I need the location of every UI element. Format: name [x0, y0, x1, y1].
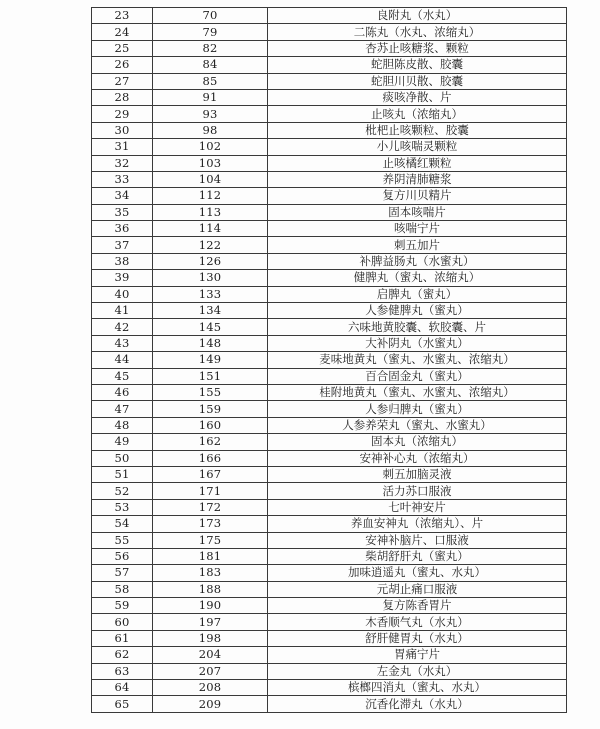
table-row	[92, 581, 567, 597]
table-row	[92, 89, 567, 105]
medicine-name-cell: 养阴清肺糖浆	[268, 171, 567, 187]
table-row	[92, 384, 567, 400]
page-number-cell: 190	[153, 598, 268, 614]
medicine-name-cell: 麦味地黄丸（蜜丸、水蜜丸、浓缩丸）	[268, 352, 567, 368]
medicine-name-cell: 人参养荣丸（蜜丸、水蜜丸）	[268, 417, 567, 433]
page-number-cell: 148	[153, 335, 268, 351]
medicine-name-cell: 小儿咳喘灵颗粒	[268, 139, 567, 155]
medicine-name-cell: 沉香化滞丸（水丸）	[268, 696, 567, 712]
table-row	[92, 303, 567, 319]
page-number-cell: 112	[153, 188, 268, 204]
medicine-name-cell: 蛇胆川贝散、胶囊	[268, 73, 567, 89]
table-row	[92, 548, 567, 564]
row-number-cell: 47	[92, 401, 153, 417]
table-row	[92, 171, 567, 187]
table-row	[92, 139, 567, 155]
row-number-cell: 23	[92, 8, 153, 24]
page-number-cell: 207	[153, 663, 268, 679]
row-number-cell: 64	[92, 680, 153, 696]
page-number-cell: 198	[153, 630, 268, 646]
row-number-cell: 59	[92, 598, 153, 614]
row-number-cell: 29	[92, 106, 153, 122]
page-number-cell: 166	[153, 450, 268, 466]
medicine-name-cell: 复方川贝精片	[268, 188, 567, 204]
row-number-cell: 35	[92, 204, 153, 220]
page-number-cell: 173	[153, 516, 268, 532]
table-row	[92, 73, 567, 89]
page-number-cell: 84	[153, 57, 268, 73]
page-number-cell: 172	[153, 499, 268, 515]
page-number-cell: 93	[153, 106, 268, 122]
page-number-cell: 102	[153, 139, 268, 155]
page-number-cell: 79	[153, 24, 268, 40]
row-number-cell: 40	[92, 286, 153, 302]
medicine-name-cell: 良附丸（水丸）	[268, 8, 567, 24]
page-number-cell: 130	[153, 270, 268, 286]
row-number-cell: 33	[92, 171, 153, 187]
row-number-cell: 58	[92, 581, 153, 597]
row-number-cell: 34	[92, 188, 153, 204]
medicine-name-cell: 刺五加片	[268, 237, 567, 253]
row-number-cell: 24	[92, 24, 153, 40]
page-number-cell: 134	[153, 303, 268, 319]
table-row	[92, 253, 567, 269]
medicine-name-cell: 健脾丸（蜜丸、浓缩丸）	[268, 270, 567, 286]
row-number-cell: 32	[92, 155, 153, 171]
row-number-cell: 51	[92, 466, 153, 482]
page-number-cell: 171	[153, 483, 268, 499]
medicine-name-cell: 痰咳净散、片	[268, 89, 567, 105]
page-number-cell: 113	[153, 204, 268, 220]
medicine-name-cell: 六味地黄胶囊、软胶囊、片	[268, 319, 567, 335]
table-row	[92, 286, 567, 302]
table-row	[92, 122, 567, 138]
medicine-name-cell: 百合固金丸（蜜丸）	[268, 368, 567, 384]
medicine-name-cell: 固本丸（浓缩丸）	[268, 434, 567, 450]
row-number-cell: 65	[92, 696, 153, 712]
table-row	[92, 466, 567, 482]
page-number-cell: 162	[153, 434, 268, 450]
row-number-cell: 44	[92, 352, 153, 368]
page-number-cell: 155	[153, 384, 268, 400]
row-number-cell: 27	[92, 73, 153, 89]
table-row	[92, 450, 567, 466]
table-row	[92, 57, 567, 73]
medicine-name-cell: 补脾益肠丸（水蜜丸）	[268, 253, 567, 269]
row-number-cell: 36	[92, 221, 153, 237]
table-row	[92, 237, 567, 253]
row-number-cell: 61	[92, 630, 153, 646]
page-number-cell: 70	[153, 8, 268, 24]
page-number-cell: 114	[153, 221, 268, 237]
table-row	[92, 335, 567, 351]
page-number-cell: 197	[153, 614, 268, 630]
page-number-cell: 209	[153, 696, 268, 712]
medicine-name-cell: 七叶神安片	[268, 499, 567, 515]
table-row	[92, 598, 567, 614]
row-number-cell: 25	[92, 40, 153, 56]
page-number-cell: 188	[153, 581, 268, 597]
medicine-name-cell: 大补阴丸（水蜜丸）	[268, 335, 567, 351]
medicine-name-cell: 元胡止痛口服液	[268, 581, 567, 597]
medicine-name-cell: 咳喘宁片	[268, 221, 567, 237]
page-number-cell: 160	[153, 417, 268, 433]
table-row	[92, 106, 567, 122]
medicine-name-cell: 养血安神丸（浓缩丸）、片	[268, 516, 567, 532]
page-number-cell: 122	[153, 237, 268, 253]
page-number-cell: 159	[153, 401, 268, 417]
row-number-cell: 48	[92, 417, 153, 433]
medicine-name-cell: 舒肝健胃丸（水丸）	[268, 630, 567, 646]
medicine-table-body	[92, 8, 567, 713]
table-row	[92, 696, 567, 712]
medicine-name-cell: 左金丸（水丸）	[268, 663, 567, 679]
table-row	[92, 270, 567, 286]
page-number-cell: 103	[153, 155, 268, 171]
table-row	[92, 565, 567, 581]
page-number-cell: 133	[153, 286, 268, 302]
medicine-name-cell: 杏苏止咳糖浆、颗粒	[268, 40, 567, 56]
medicine-name-cell: 槟榔四消丸（蜜丸、水丸）	[268, 680, 567, 696]
table-row	[92, 532, 567, 548]
page-number-cell: 183	[153, 565, 268, 581]
page-number-cell: 104	[153, 171, 268, 187]
medicine-name-cell: 蛇胆陈皮散、胶囊	[268, 57, 567, 73]
table-row	[92, 499, 567, 515]
row-number-cell: 54	[92, 516, 153, 532]
table-row	[92, 368, 567, 384]
table-row	[92, 647, 567, 663]
table-row	[92, 680, 567, 696]
row-number-cell: 57	[92, 565, 153, 581]
page-number-cell: 208	[153, 680, 268, 696]
table-row	[92, 221, 567, 237]
row-number-cell: 50	[92, 450, 153, 466]
page-number-cell: 167	[153, 466, 268, 482]
row-number-cell: 63	[92, 663, 153, 679]
row-number-cell: 42	[92, 319, 153, 335]
medicine-name-cell: 人参健脾丸（蜜丸）	[268, 303, 567, 319]
medicine-name-cell: 木香顺气丸（水丸）	[268, 614, 567, 630]
medicine-name-cell: 枇杷止咳颗粒、胶囊	[268, 122, 567, 138]
table-row	[92, 204, 567, 220]
page-number-cell: 181	[153, 548, 268, 564]
page-number-cell: 151	[153, 368, 268, 384]
table-row	[92, 40, 567, 56]
row-number-cell: 30	[92, 122, 153, 138]
row-number-cell: 28	[92, 89, 153, 105]
page-number-cell: 145	[153, 319, 268, 335]
table-row	[92, 417, 567, 433]
row-number-cell: 60	[92, 614, 153, 630]
medicine-name-cell: 人参归脾丸（蜜丸）	[268, 401, 567, 417]
table-row	[92, 401, 567, 417]
page-number-cell: 175	[153, 532, 268, 548]
table-row	[92, 352, 567, 368]
row-number-cell: 55	[92, 532, 153, 548]
table-row	[92, 24, 567, 40]
medicine-name-cell: 安神补心丸（浓缩丸）	[268, 450, 567, 466]
medicine-table	[91, 7, 567, 713]
page-number-cell: 82	[153, 40, 268, 56]
row-number-cell: 43	[92, 335, 153, 351]
table-row	[92, 155, 567, 171]
row-number-cell: 49	[92, 434, 153, 450]
row-number-cell: 37	[92, 237, 153, 253]
page-number-cell: 85	[153, 73, 268, 89]
page-number-cell: 91	[153, 89, 268, 105]
table-row	[92, 630, 567, 646]
table-row	[92, 614, 567, 630]
table-row	[92, 319, 567, 335]
table-row	[92, 434, 567, 450]
page-number-cell: 204	[153, 647, 268, 663]
page-number-cell: 149	[153, 352, 268, 368]
medicine-name-cell: 活力苏口服液	[268, 483, 567, 499]
medicine-name-cell: 桂附地黄丸（蜜丸、水蜜丸、浓缩丸）	[268, 384, 567, 400]
row-number-cell: 62	[92, 647, 153, 663]
row-number-cell: 52	[92, 483, 153, 499]
table-row	[92, 188, 567, 204]
row-number-cell: 53	[92, 499, 153, 515]
medicine-name-cell: 二陈丸（水丸、浓缩丸）	[268, 24, 567, 40]
row-number-cell: 38	[92, 253, 153, 269]
medicine-name-cell: 止咳丸（浓缩丸）	[268, 106, 567, 122]
page-number-cell: 98	[153, 122, 268, 138]
medicine-name-cell: 止咳橘红颗粒	[268, 155, 567, 171]
medicine-name-cell: 胃痛宁片	[268, 647, 567, 663]
row-number-cell: 31	[92, 139, 153, 155]
medicine-name-cell: 启脾丸（蜜丸）	[268, 286, 567, 302]
table-row	[92, 516, 567, 532]
medicine-name-cell: 刺五加脑灵液	[268, 466, 567, 482]
row-number-cell: 46	[92, 384, 153, 400]
page-number-cell: 126	[153, 253, 268, 269]
medicine-name-cell: 加味逍遥丸（蜜丸、水丸）	[268, 565, 567, 581]
row-number-cell: 45	[92, 368, 153, 384]
row-number-cell: 41	[92, 303, 153, 319]
medicine-name-cell: 安神补脑片、口服液	[268, 532, 567, 548]
medicine-name-cell: 固本咳喘片	[268, 204, 567, 220]
row-number-cell: 56	[92, 548, 153, 564]
medicine-name-cell: 柴胡舒肝丸（蜜丸）	[268, 548, 567, 564]
table-row	[92, 663, 567, 679]
medicine-name-cell: 复方陈香胃片	[268, 598, 567, 614]
row-number-cell: 39	[92, 270, 153, 286]
table-row	[92, 8, 567, 24]
table-row	[92, 483, 567, 499]
row-number-cell: 26	[92, 57, 153, 73]
